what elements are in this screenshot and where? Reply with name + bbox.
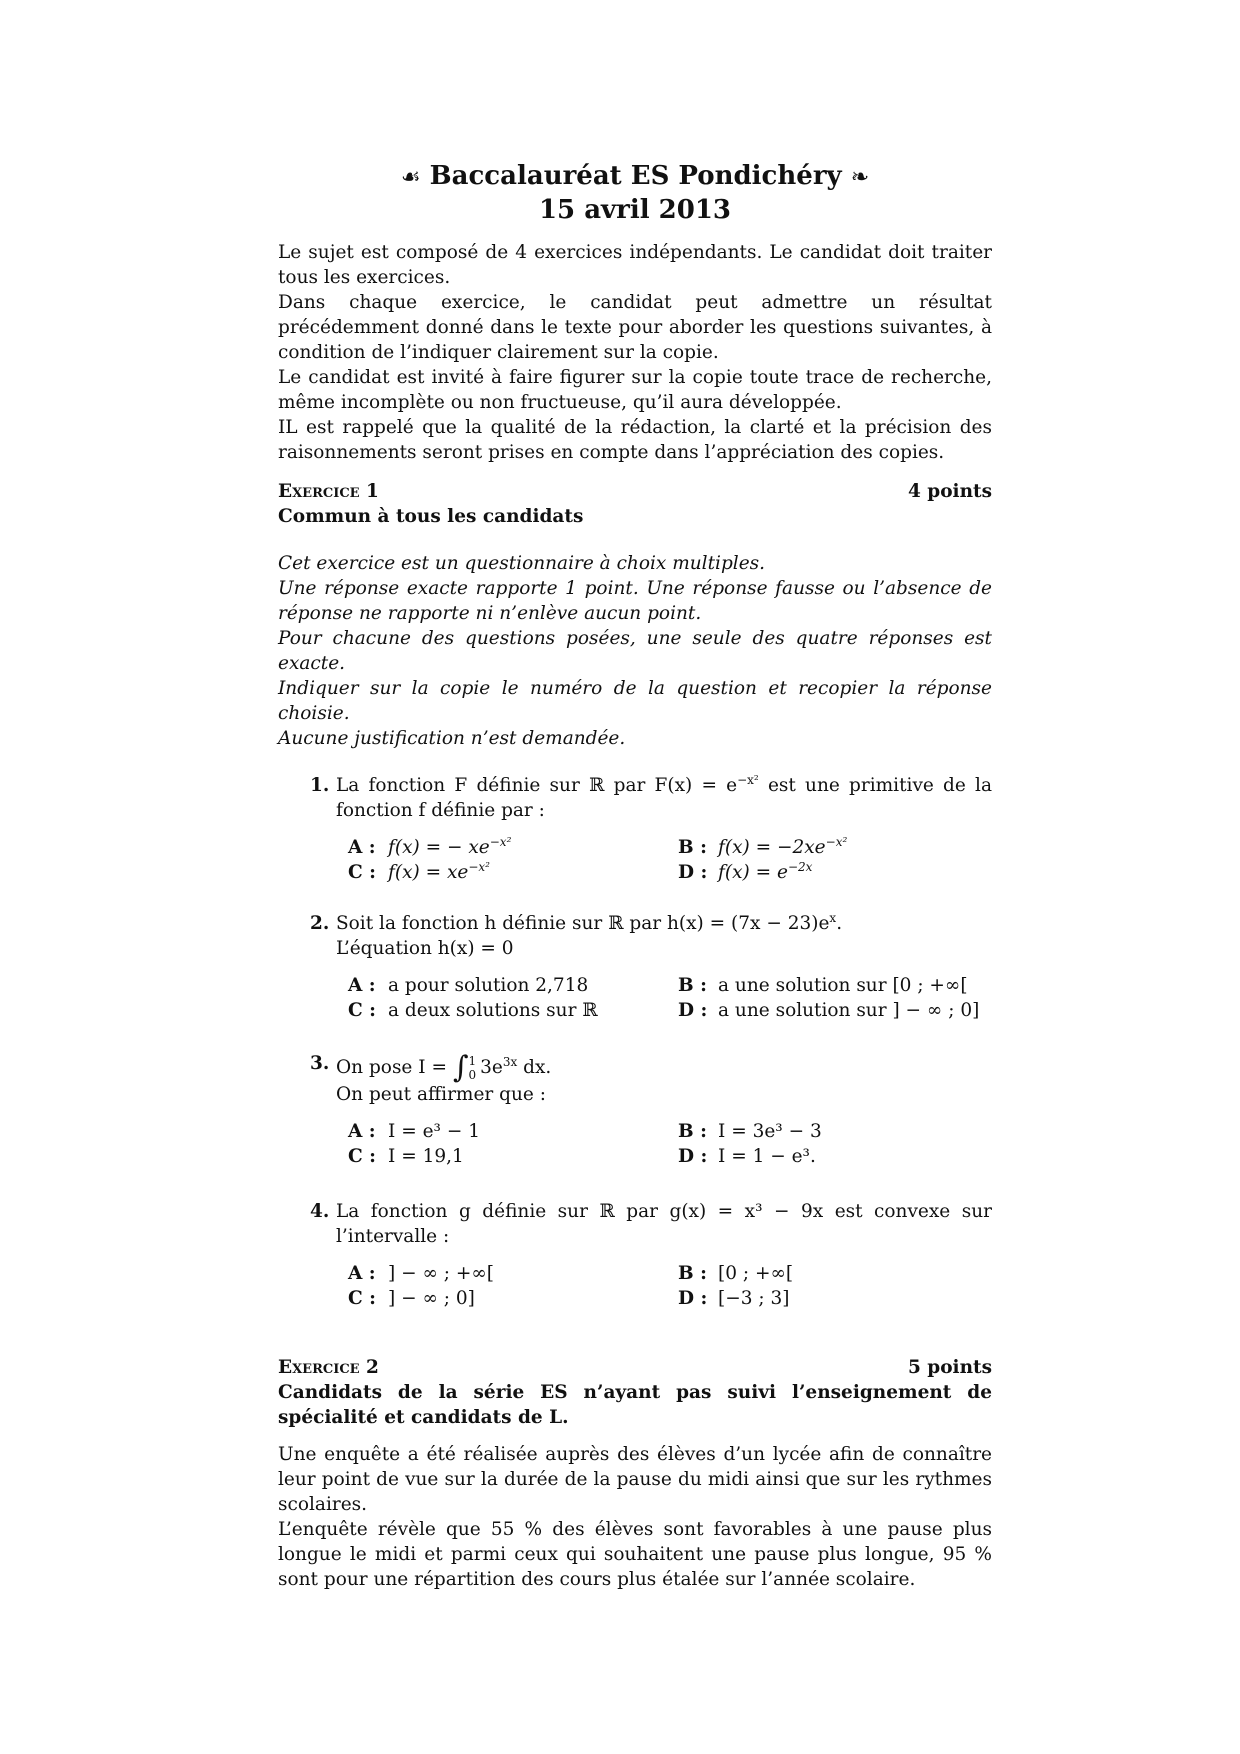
integral-upper-bound: 1 — [468, 1054, 477, 1068]
question-text-line2: L’équation h(x) = 0 — [336, 938, 514, 959]
instruction-line: Pour chacune des questions posées, une seule des quatre réponses est exacte. — [278, 628, 992, 674]
answer-option-b: B : $f(x) = -2xe^{-x^2}$ — [678, 834, 848, 858]
exercise-header — [278, 479, 992, 504]
answer-option-b: B : I = 3e³ − 3 — [678, 1121, 822, 1142]
question-list — [278, 773, 992, 1311]
intro-paragraph: Dans chaque exercice, le candidat peut admettre un résultat précédemment donné dans le texte pour aborder les questions suivantes, à condition de l’indiquer clairement sur la copie. — [278, 292, 992, 363]
intro-section — [278, 240, 992, 465]
exercise-subtitle: Commun à tous les candidats — [278, 506, 584, 527]
question-text: Soit la fonction h définie sur ℝ par $h(x) = (7x - 23)e^x$. — [336, 910, 843, 934]
answer-option-b: B : a une solution sur [0 ; +∞[ — [678, 975, 968, 996]
ornament-right-icon: ❧ — [850, 165, 870, 190]
exercise-paragraph: L’enquête révèle que 55 % des élèves sont favorables à une pause plus longue le midi et parmi ceux qui souhaitent une pause plus longue, 95 % sont pour une répartition des cours plus étalée sur l’année scolaire. — [278, 1519, 992, 1590]
question-item — [278, 1199, 992, 1311]
instruction-line: Indiquer sur la copie le numéro de la question et recopier la réponse choisie. — [278, 678, 992, 724]
answer-options — [348, 835, 992, 885]
question-number: 1. — [310, 775, 330, 796]
answer-option-b: B : [0 ; +∞[ — [678, 1263, 794, 1284]
exercise-2 — [278, 1355, 992, 1592]
exercise-paragraph: Une enquête a été réalisée auprès des élèves d’un lycée afin de connaître leur point de vue sur la durée de la pause du midi ainsi que sur les rythmes scolaires. — [278, 1444, 992, 1515]
question-text: La fonction g définie sur ℝ par g(x) = x³ − 9x est convexe sur l’intervalle : — [336, 1201, 992, 1247]
intro-paragraph: IL est rappelé que la qualité de la rédaction, la clarté et la précision des raisonnements seront prises en compte dans l’appréciation des copies. — [278, 417, 992, 463]
intro-paragraph: Le sujet est composé de 4 exercices indépendants. Le candidat doit traiter tous les exercices. — [278, 242, 992, 288]
question-number: 3. — [310, 1053, 330, 1074]
exercise-1 — [278, 479, 992, 1311]
answer-options — [348, 1261, 992, 1311]
question-number: 2. — [310, 913, 330, 934]
exercise-subtitle: Candidats de la série ES n’ayant pas suivi l’enseignement de spécialité et candidats de L. — [278, 1382, 992, 1428]
integral-lower-bound: 0 — [468, 1068, 477, 1082]
document-page — [278, 160, 992, 1592]
question-item — [278, 773, 992, 885]
document-date: 15 avril 2013 — [538, 195, 732, 225]
answer-option-c: C : ] − ∞ ; 0] — [348, 1288, 475, 1309]
answer-option-a: A : f(x) = − $xe^{-x^2}$ — [348, 834, 512, 858]
answer-option-a: A : ] − ∞ ; +∞[ — [348, 1263, 495, 1284]
question-text: On pose I = ∫ 1 0 $3e^{3x}$ dx. — [336, 1050, 552, 1085]
exercise-points: 5 points — [907, 1357, 992, 1378]
document-title-block — [278, 160, 992, 226]
answer-option-d: D : [−3 ; 3] — [678, 1288, 790, 1309]
exercise-instructions — [278, 551, 992, 751]
question-item — [278, 911, 992, 1023]
question-text-line2: On peut affirmer que : — [336, 1084, 546, 1105]
intro-paragraph: Le candidat est invité à faire figurer sur la copie toute trace de recherche, même incomplète ou non fructueuse, qu’il aura développée. — [278, 367, 992, 413]
question-number: 4. — [310, 1201, 330, 1222]
instruction-line: Une réponse exacte rapporte 1 point. Une réponse fausse ou l’absence de réponse ne rapporte ni n’enlève aucun point. — [278, 578, 992, 624]
answer-option-d: D : I = 1 − e³. — [678, 1146, 816, 1167]
question-item — [278, 1051, 992, 1169]
question-text: La fonction F définie sur ℝ par $F(x) = e^{-x^2}$ est une primitive de la fonction f définie par : — [336, 772, 992, 821]
exercise-header — [278, 1355, 992, 1380]
answer-option-a: A : a pour solution 2,718 — [348, 975, 589, 996]
integral-sign-icon: ∫ — [452, 1050, 469, 1085]
answer-options — [348, 1119, 992, 1169]
exercise-points: 4 points — [907, 481, 992, 502]
answer-options — [348, 973, 992, 1023]
answer-option-c: C : I = 19,1 — [348, 1146, 464, 1167]
answer-option-c: C : $f(x) = xe^{-x^2}$ — [348, 859, 490, 883]
answer-option-a: A : I = e³ − 1 — [348, 1121, 480, 1142]
document-title: ☙ Baccalauréat ES Pondichéry ❧ — [400, 161, 870, 191]
exercise-label: Exercice 2 — [278, 1357, 379, 1378]
answer-option-d: D : $f(x) = e^{-2x}$ — [678, 859, 813, 883]
instruction-line: Cet exercice est un questionnaire à choix multiples. — [278, 553, 766, 574]
answer-option-d: D : a une solution sur ] − ∞ ; 0] — [678, 1000, 980, 1021]
ornament-left-icon: ☙ — [400, 165, 421, 190]
answer-option-c: C : a deux solutions sur ℝ — [348, 1000, 598, 1021]
instruction-line: Aucune justification n’est demandée. — [278, 728, 626, 749]
exercise-label: Exercice 1 — [278, 481, 379, 502]
